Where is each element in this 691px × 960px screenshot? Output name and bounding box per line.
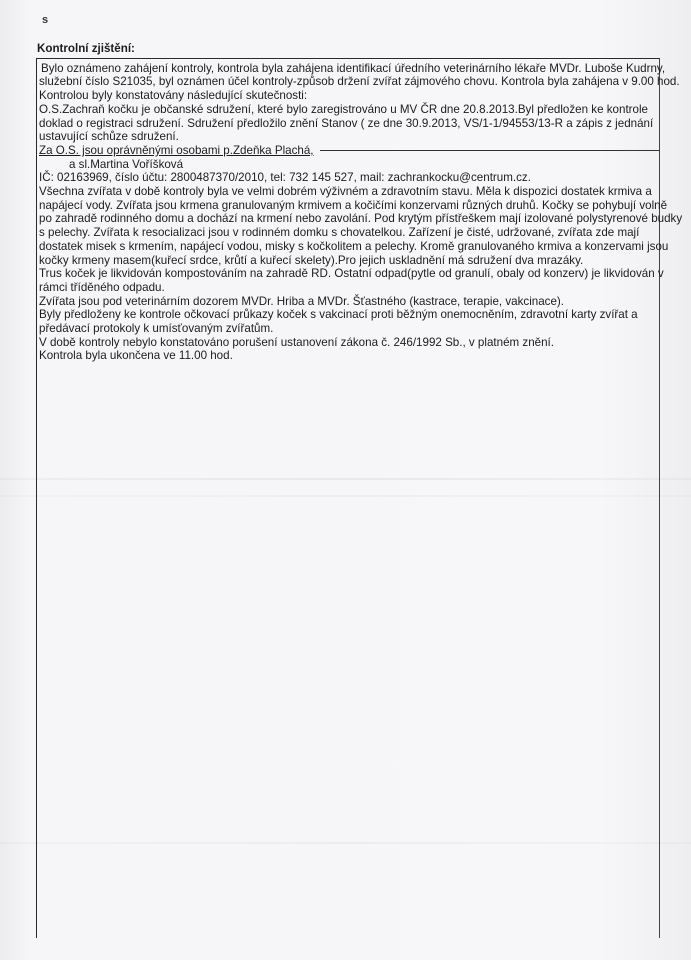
text-line: po zahradě rodinného domu a dochází na krmení nebo zavolání. Pod krytým přístřeškem mají izolované polystyrenové budky xyxy=(39,212,683,226)
text-line: Kontrolou byly konstatovány následující skutečnosti: xyxy=(39,89,308,103)
findings-box xyxy=(36,58,683,938)
text-line: Všechna zvířata v době kontroly byla ve velmi dobrém výživném a zdravotním stavu. Měla k dispozici dostatek krmiva a xyxy=(39,185,652,199)
text-line: ustavující schůze sdružení. xyxy=(39,130,179,144)
text-line: O.S.Zachraň kočku je občanské sdružení, které bylo zaregistrováno u MV ČR dne 20.8.2013.Byl předložen ke kontrole xyxy=(39,102,649,116)
corner-mark: s xyxy=(42,14,49,26)
text-line: Kontrola byla ukončena ve 11.00 hod. xyxy=(39,349,233,363)
text-line: Byly předloženy ke kontrole očkovací průkazy koček s vakcinací proti běžným onemocněním, zdravotní karty zvířat a xyxy=(39,308,638,322)
text-line: V době kontroly nebylo konstatováno porušení ustanovení zákona č. 246/1992 Sb., v platném znění. xyxy=(39,335,554,349)
text-line: napájecí vody. Zvířata jsou krmena granulovaným krmivem a kočičími konzervami různých druhů. Kočky se pohybují volně xyxy=(39,198,668,212)
text-line: s pelechy. Zvířata k resocializaci jsou v rodinném domku s chovatelkou. Zařízení je čisté, udržované, zvířata zde mají xyxy=(39,226,640,240)
text-line: a sl.Martina Voříšková xyxy=(69,157,184,171)
text-line: doklad o registraci sdružení. Sdružení předložilo znění Stanov ( ze dne 30.9.2013, VS/1-1/94553/13-R a zápis z jednání xyxy=(39,116,654,130)
document-body xyxy=(36,42,683,938)
section-heading: Kontrolní zjištění: xyxy=(37,42,135,55)
underline-rule xyxy=(320,150,660,151)
text-line: služební číslo S21035, byl oznámen účel kontroly-způsob držení zvířat zájmového chovu. Kontrola byla zahájena v 9.00 hod. xyxy=(39,75,680,89)
text-line: Za O.S. jsou oprávněnými osobami p.Zdeňka Plachá, xyxy=(39,143,314,157)
authorized-persons-line xyxy=(39,144,655,158)
text-line: kočky krmeny masem(kuřecí srdce, krůtí a kuřecí skelety).Pro jejich uskladnění má sdružení dva mrazáky. xyxy=(39,253,584,267)
text-line: IČ: 02163969, číslo účtu: 2800487370/2010, tel: 732 145 527, mail: zachrankocku@centrum.cz. xyxy=(39,171,531,185)
text-line: dostatek misek s krmením, napájecí vodou, misky s kočkolitem a pelechy. Kromě granulovaného krmiva a konzervami jsou xyxy=(39,239,669,253)
text-line: Bylo oznámeno zahájení kontroly, kontrola byla zahájena identifikací úředního veterinárního lékaře MVDr. Luboše Kudrny, xyxy=(41,61,666,75)
text-line: Trus koček je likvidován kompostováním na zahradě RD. Ostatní odpad(pytle od granulí, obaly od konzerv) je likvidován v xyxy=(39,267,664,281)
text-line: Zvířata jsou pod veterinárním dozorem MVDr. Hriba a MVDr. Šťastného (kastrace, terapie, vakcinace). xyxy=(39,294,564,308)
text-line: rámci tříděného odpadu. xyxy=(39,280,165,294)
text-line: předávací protokoly k umísťovaným zvířatům. xyxy=(39,322,274,336)
